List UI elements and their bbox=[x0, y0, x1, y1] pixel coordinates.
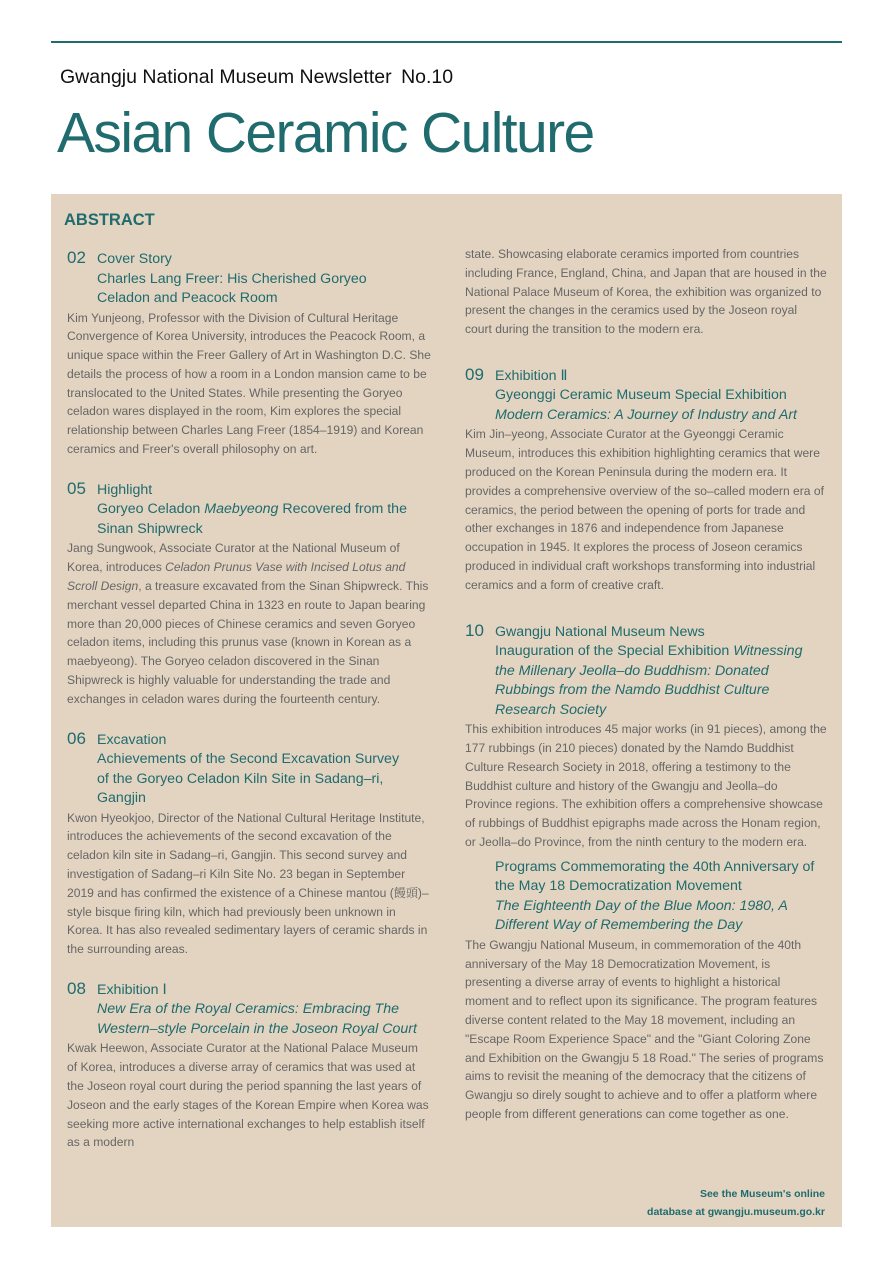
entry-museum-news bbox=[465, 621, 827, 1124]
page-number: 08 bbox=[67, 978, 86, 998]
program-block bbox=[465, 858, 827, 1124]
newsletter-name: Gwangju National Museum Newsletter bbox=[60, 66, 392, 88]
page-number: 05 bbox=[67, 478, 86, 498]
entry-highlight bbox=[67, 479, 431, 709]
entry-excavation bbox=[67, 729, 431, 959]
entry-exhibition-2 bbox=[465, 365, 827, 595]
entry-subtitle: Sinan Shipwreck bbox=[97, 520, 203, 537]
entry-body: Kwak Heewon, Associate Curator at the National Palace Museum of Korea, introduces a diverse array of ceramics that was used at the Joseon royal court during the period spanning the last years of Joseon and the early stages of the Korean Empire when Korea was seeking more active international exchanges to help establish itself as a modern bbox=[67, 1041, 429, 1150]
page-number: 09 bbox=[465, 364, 484, 384]
entry-category: Exhibition Ⅱ bbox=[495, 367, 568, 384]
page-number: 06 bbox=[67, 728, 86, 748]
program-subtitle: The Eighteenth Day of the Blue Moon: 1980, A bbox=[495, 897, 788, 914]
entry-subtitle: Celadon and Peacock Room bbox=[97, 290, 278, 306]
abstract-right-column bbox=[465, 245, 827, 1144]
entry-body: This exhibition introduces 45 major works (in 91 pieces), among the 177 rubbings (in 210 pieces) donated by the Namdo Buddhist Culture Research Society in 2018, offering a testimony to the Buddhist culture and history of the Gwangju and Jeolla–do Province regions. The exhibition offers a comprehensive showcase of rubbings of Buddhist epigraphs made across the Honam region, or Jeolla–do Province, from the ninth century to the modern era. bbox=[465, 722, 827, 849]
entry-category: Highlight bbox=[97, 481, 153, 498]
page-number: 10 bbox=[465, 620, 484, 640]
program-title: Programs Commemorating the 40th Anniversary of bbox=[495, 858, 815, 875]
footnote-line: database at gwangju.museum.go.kr bbox=[647, 1206, 825, 1218]
program-title: the May 18 Democratization Movement bbox=[495, 878, 742, 895]
entry-subtitle: Inauguration of the Special Exhibition Witnessing bbox=[495, 643, 803, 660]
entry-subtitle: the Millenary Jeolla–do Buddhism: Donated bbox=[495, 662, 769, 679]
entry-body: Jang Sungwook, Associate Curator at the National Museum of Korea, introduces Celadon Prunus Vase with Incised Lotus and Scroll Design, a treasure excavated from the Sinan Shipwreck. This merchant vessel departed China in 1323 en route to Japan bearing more than 20,000 pieces of Chinese ceramics and seven Goryeo celadon items, including this prunus vase (known in Korean as a maebyeong). The Goryeo celadon discovered in the Sinan Shipwreck is highly valuable for understanding the trade and exchanges in celadon wares during the fourteenth century. bbox=[67, 541, 429, 706]
entry-subtitle: Goryeo Celadon Maebyeong Recovered from the bbox=[97, 501, 407, 518]
program-body: The Gwangju National Museum, in commemoration of the 40th anniversary of the May 18 Democratization Movement, is presenting a diverse array of events to highlight a historical moment and to reflect upon its significance. The program features diverse content related to the May 18 movement, including an "Escape Room Experience Space" and the "Giant Coloring Zone and Exhibition on the Gwangju 5 18 Road." The series of programs aims to revisit the meaning of the democracy that the citizens of Gwangju so direly sought to achieve and to offer a platform where people from different generations can come together as one. bbox=[465, 937, 824, 1121]
abstract-left-column bbox=[67, 248, 431, 1172]
footnote-line: See the Museum's online bbox=[699, 1188, 825, 1200]
entry-exhibition-1 bbox=[67, 979, 431, 1152]
entry-category: Exhibition Ⅰ bbox=[97, 981, 167, 998]
issue-number: No.10 bbox=[401, 66, 454, 88]
entry-subtitle: Western–style Porcelain in the Joseon Royal Court bbox=[97, 1020, 417, 1037]
entry-subtitle: Research Society bbox=[495, 701, 607, 718]
program-subtitle: Different Way of Remembering the Day bbox=[495, 917, 743, 934]
page-number: 02 bbox=[67, 248, 86, 267]
entry-cover-story bbox=[67, 248, 431, 459]
entry-body: Kim Yunjeong, Professor with the Division of Cultural Heritage Convergence of Korea University, introduces the Peacock Room, a unique space within the Freer Gallery of Art in Washington D.C. She details the process of how a room in a London mansion came to be translocated to the United States. While presenting the Goryeo celadon wares displayed in the room, Kim explores the special relationship between Charles Lang Freer (1854–1919) and Korean ceramics and Freer's overall philosophy on art. bbox=[67, 310, 431, 457]
entry-subtitle: Gyeonggi Ceramic Museum Special Exhibition bbox=[495, 387, 787, 404]
entry-subtitle: of the Goryeo Celadon Kiln Site in Sadang–ri, bbox=[97, 770, 384, 787]
entry-subtitle: Modern Ceramics: A Journey of Industry and Art bbox=[495, 406, 798, 423]
abstract-heading: ABSTRACT bbox=[64, 211, 155, 229]
entry-subtitle: Gangjin bbox=[97, 790, 146, 807]
entry-category: Excavation bbox=[97, 731, 167, 748]
newsletter-title bbox=[60, 66, 453, 89]
entry-category: Gwangju National Museum News bbox=[495, 623, 705, 640]
top-rule bbox=[51, 41, 842, 43]
entry-subtitle: Achievements of the Second Excavation Survey bbox=[97, 751, 400, 768]
entry-subtitle: Charles Lang Freer: His Cherished Goryeo bbox=[97, 270, 367, 287]
entry-body: Kim Jin–yeong, Associate Curator at the Gyeonggi Ceramic Museum, introduces this exhibition highlighting ceramics that were produced on the Korean Peninsula during the modern era. It provides a comprehensive overview of the so–called modern era of ceramics, the period between the opening of ports for trade and other exchanges in 1876 and independence from Japanese occupation in 1945. It explores the process of Joseon ceramics produced in individual craft workshops transforming into industrial ceramics and a form of creative craft. bbox=[465, 427, 824, 592]
entry-subtitle: Rubbings from the Namdo Buddhist Culture bbox=[495, 682, 770, 699]
entry-body: Kwon Hyeokjoo, Director of the National Cultural Heritage Institute, introduces the achievements of the second excavation of the celadon kiln site in Sadang–ri, Gangjin. This second survey and investigation of Sadang–ri Kiln Site No. 23 began in September 2019 and has confirmed the existence of a Chinese mantou (饅頭)–style bisque firing kiln, which had previously been unknown in Korea. It has also revealed sedimentary layers of ceramic shards in the surrounding areas. bbox=[67, 810, 429, 957]
page-title: Asian Ceramic Culture bbox=[57, 101, 594, 165]
entry-body-continued: state. Showcasing elaborate ceramics imported from countries including France, England, China, and Japan that are housed in the National Palace Museum of Korea, the exhibition was organized to present the changes in the ceramics used by the Joseon royal court during the transition to the modern era. bbox=[465, 247, 827, 337]
entry-subtitle: New Era of the Royal Ceramics: Embracing The bbox=[97, 1001, 399, 1018]
online-database-note bbox=[647, 1185, 825, 1221]
entry-category: Cover Story bbox=[97, 251, 172, 267]
